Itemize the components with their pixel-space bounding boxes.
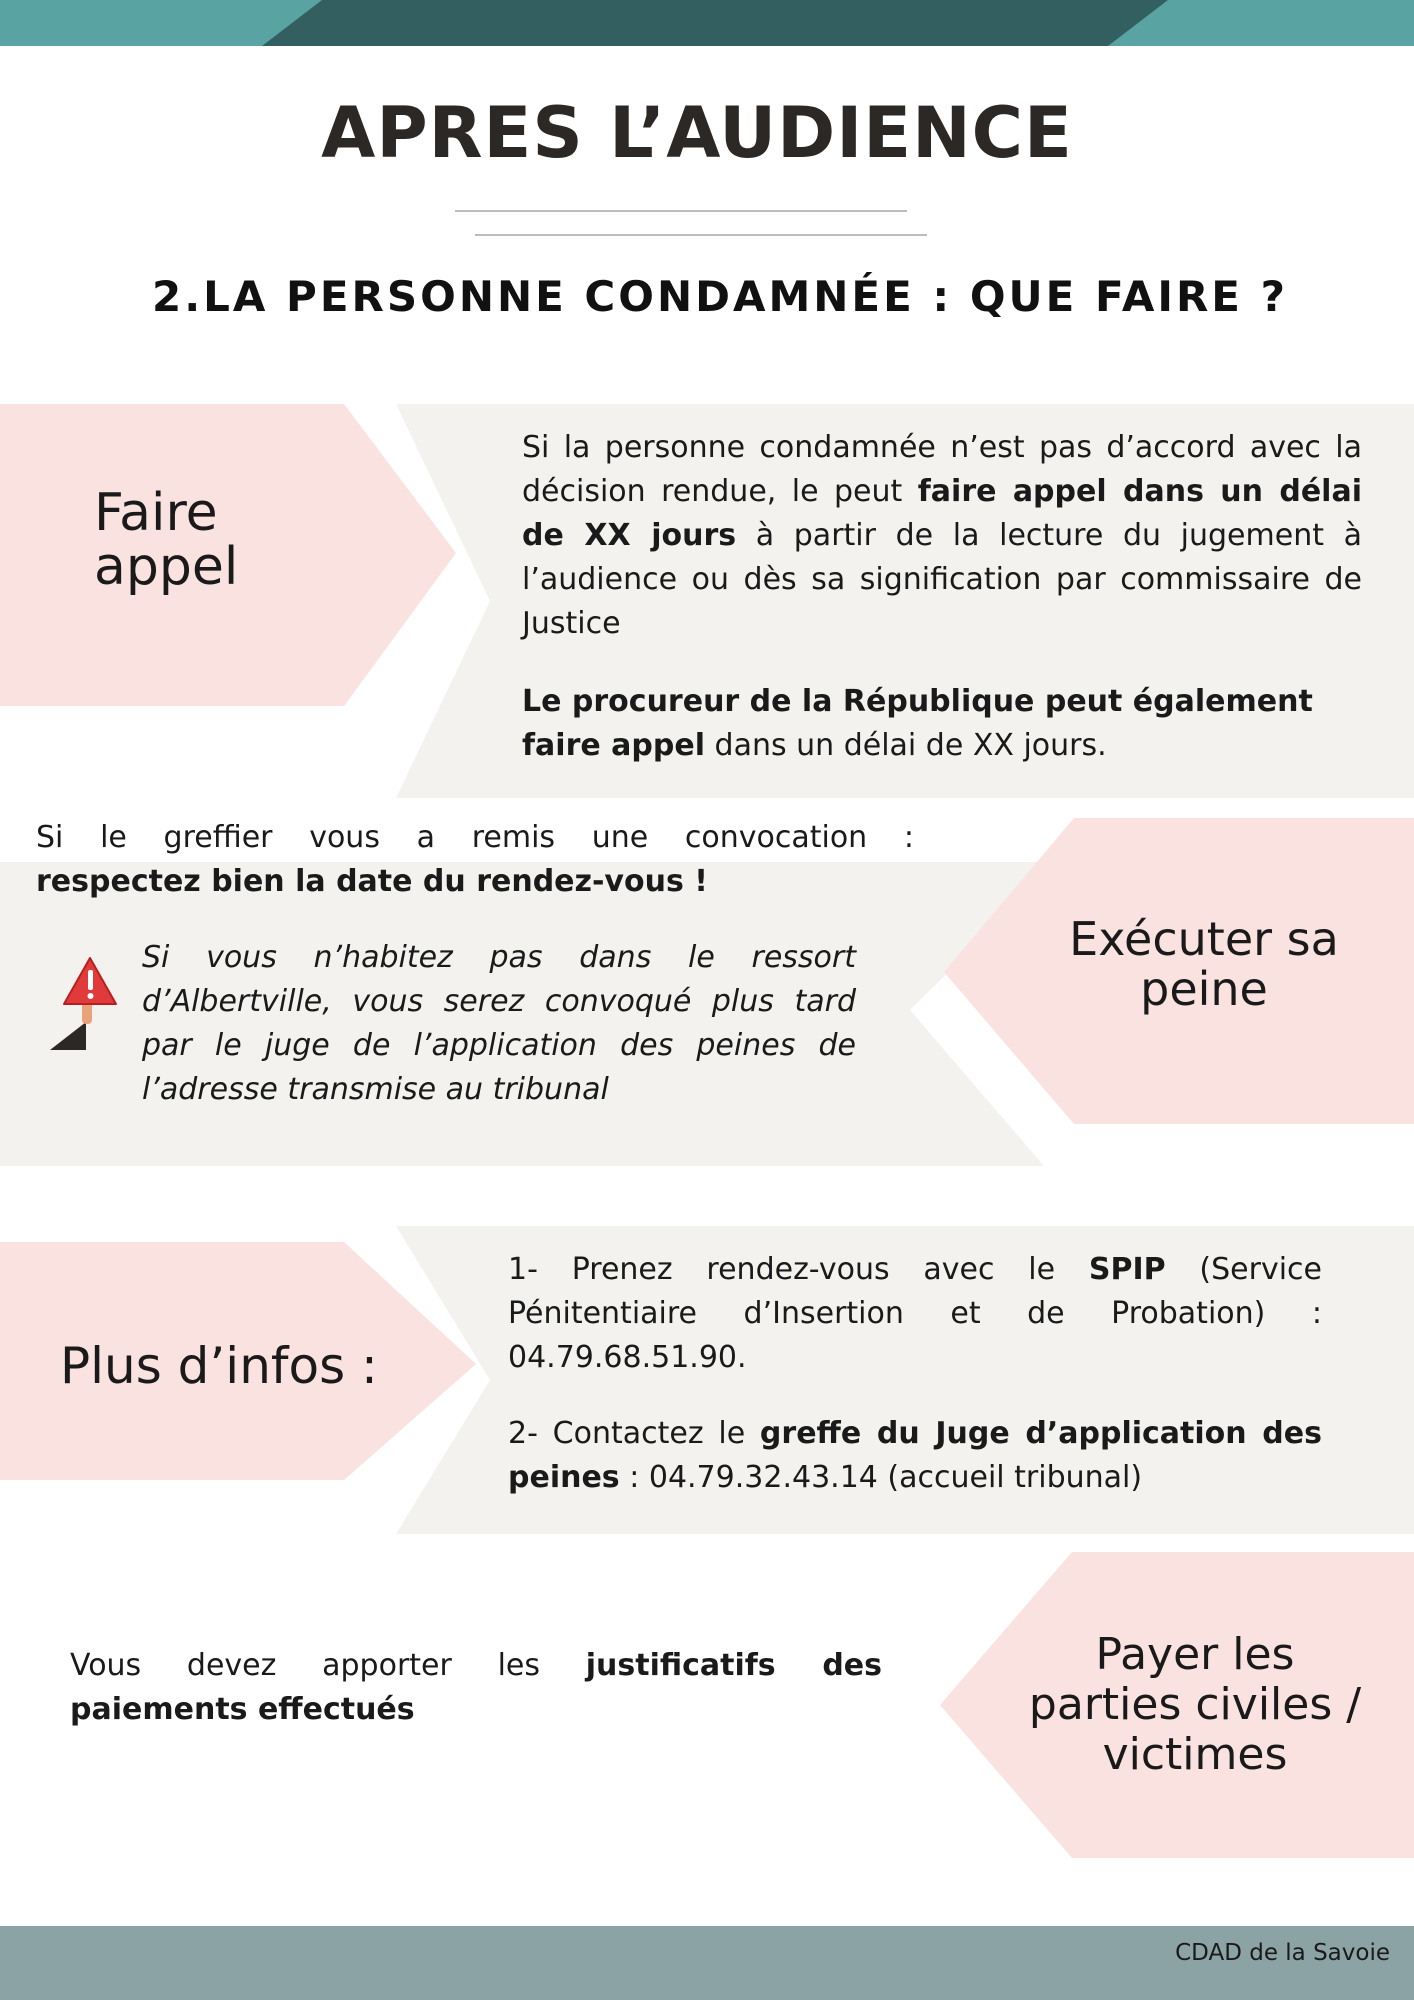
pay-text — [70, 1644, 882, 1732]
execute-intro — [36, 816, 914, 904]
page-subtitle: 2.LA PERSONNE CONDAMNÉE : QUE FAIRE ? — [151, 272, 1288, 321]
execute-intro-bold: respectez bien la date du rendez-vous ! — [36, 864, 708, 899]
title-rule-top — [455, 210, 907, 212]
warning-hand-icon — [46, 956, 120, 1052]
execute-intro-line1: Si le greffier vous a remis une convocation : — [36, 820, 914, 855]
pay-label-line1: Payer les — [1095, 1629, 1295, 1680]
appeal-label — [94, 483, 239, 597]
execute-label-line2: peine — [1140, 962, 1268, 1016]
info-item1-rest: (Service Pénitentiaire d’Insertion et de Probation) : 04.79.68.51.90. — [508, 1252, 1322, 1375]
top-banner-accent — [262, 0, 1168, 46]
appeal-text — [522, 426, 1362, 768]
appeal-p1-bold: faire appel dans un délai de XX jours — [522, 474, 1362, 553]
appeal-p2-bold: Le procureur de la République peut également faire appel — [522, 684, 1313, 763]
execute-warning — [142, 936, 856, 1112]
info-item2-rest: : 04.79.32.43.14 (accueil tribunal) — [619, 1460, 1143, 1495]
title-rule-bottom — [475, 234, 927, 236]
info-item-2 — [508, 1412, 1322, 1500]
appeal-paragraph-2 — [522, 680, 1362, 768]
info-text — [508, 1248, 1322, 1500]
pay-text-plain: Vous devez apporter les — [70, 1648, 586, 1683]
info-label: Plus d’infos : — [60, 1337, 378, 1395]
pay-text-bold: justificatifs des paiements effectués — [70, 1648, 882, 1727]
page-title: APRES L’AUDIENCE — [321, 92, 1073, 174]
pay-label-line3: victimes — [1102, 1729, 1288, 1780]
info-item1-text: 1- Prenez rendez-vous avec le — [508, 1252, 1089, 1287]
info-item1-bold: SPIP — [1088, 1252, 1166, 1287]
pay-label-line2: parties civiles / — [1028, 1679, 1362, 1730]
info-item-1 — [508, 1248, 1322, 1380]
appeal-p1-rest: à partir de la lecture du jugement à l’audience ou dès sa signification par commissaire de Justice — [522, 518, 1362, 641]
execute-label — [1044, 914, 1364, 1014]
info-item2-bold: greffe du Juge d’application des peines — [508, 1416, 1322, 1495]
execute-warning-text: Si vous n’habitez pas dans le ressort d’Albertville, vous serez convoqué plus tard par le juge de l’application des peines de l’adresse transmise au tribunal — [142, 940, 856, 1107]
appeal-label-line2: appel — [94, 537, 239, 597]
appeal-paragraph-1 — [522, 426, 1362, 646]
execute-intro-line2 — [36, 860, 914, 904]
footer-text: CDAD de la Savoie — [1175, 1940, 1390, 1966]
appeal-p1-text: Si la personne condamnée n’est pas d’accord avec la décision rendue, le peut — [522, 430, 1362, 509]
info-item2-text: 2- Contactez le — [508, 1416, 760, 1451]
appeal-label-line1: Faire — [94, 483, 218, 543]
pay-paragraph — [70, 1644, 882, 1732]
appeal-p2-rest: dans un délai de XX jours. — [705, 728, 1107, 763]
execute-label-line1: Exécuter sa — [1069, 912, 1339, 966]
pay-label — [1010, 1630, 1380, 1780]
